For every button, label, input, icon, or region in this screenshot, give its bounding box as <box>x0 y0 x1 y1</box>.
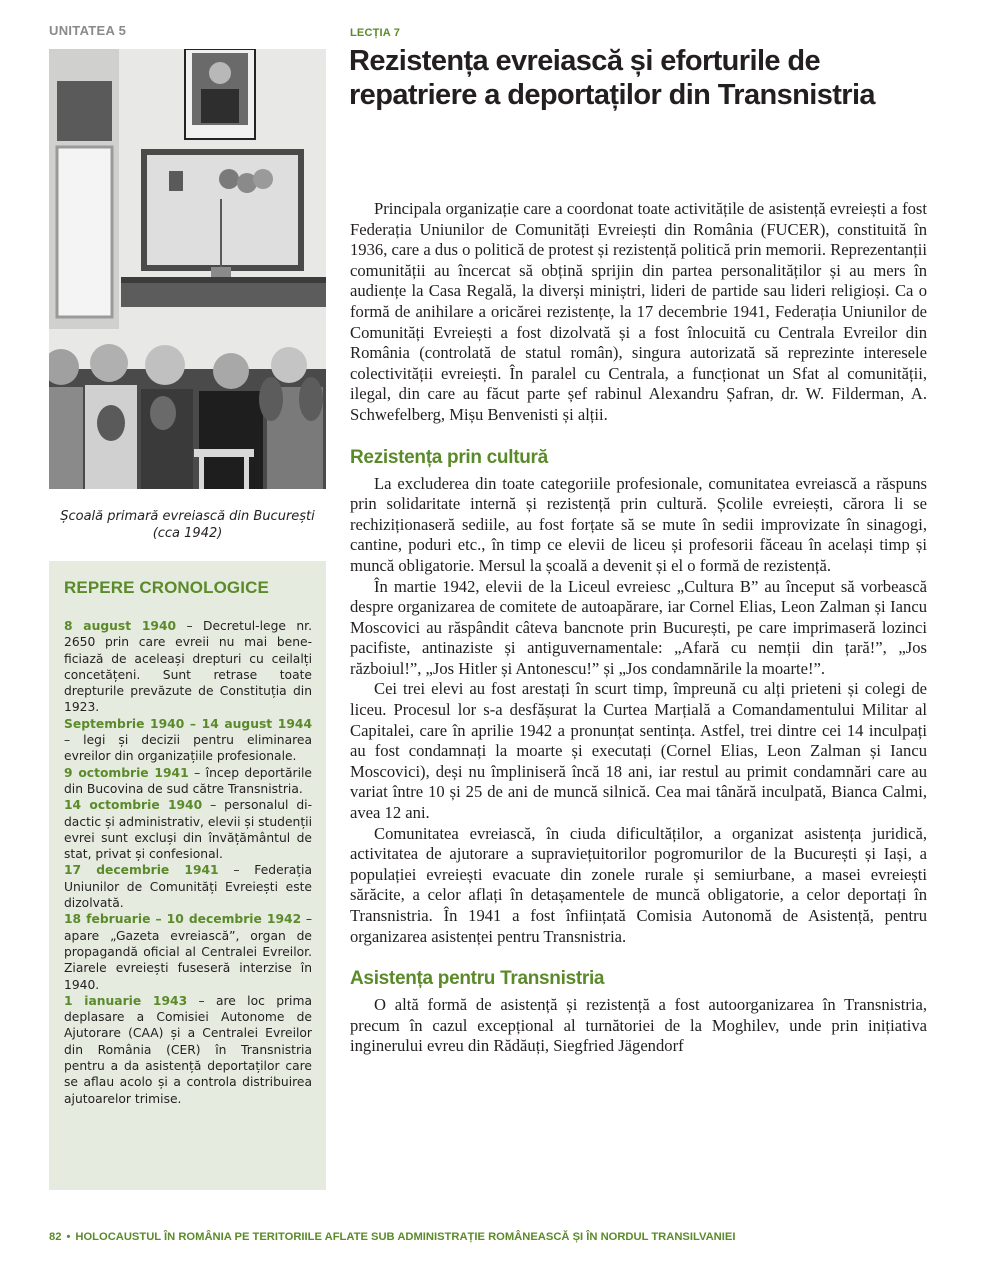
photo-caption <box>40 508 335 542</box>
chronology-entry <box>64 993 312 1107</box>
chronology-text: – Federația Uniunilor de Comunități Evreiești este dizolvată. <box>64 863 313 911</box>
page-number: 82 <box>49 1231 62 1243</box>
section-heading-culture: Rezistența prin cultură <box>350 446 548 468</box>
classroom-photo <box>49 49 326 489</box>
page-footer <box>49 1231 735 1243</box>
chronology-entry <box>64 716 312 765</box>
book-title: HOLOCAUSTUL ÎN ROMÂNIA PE TERITORIILE AFLATE SUB ADMINISTRAȚIE ROMÂNEASCĂ ȘI ÎN NORDUL TRANSILVANIEI <box>75 1231 736 1243</box>
chronology-text: – legi și decizii pentru eliminarea evreilor din organizațiile profesionale. <box>64 733 312 764</box>
chronology-date: 1 ianuarie 1943 <box>64 993 188 1008</box>
chronology-date: 8 august 1940 <box>64 619 177 633</box>
chronology-date: 17 decembrie 1941 <box>64 863 219 878</box>
chronology-entry <box>64 765 312 798</box>
body-paragraph: În martie 1942, elevii de la Liceul evreiesc „Cultura B” au început să vorbească despre organizarea de comitete de autoapărare, iar Cornel Elias, Leon Zalman și Iancu Moscovici au răspândit câteva bancnote prin București, pe care imprimaseră lozinci pacifiste, antinaziste și antiguvernamentale: „Afară cu nemții din țară!”, „Jos războiul!”, „Jos Hitler și Antonescu!” și „Jos condamnările la moarte!”. <box>350 576 927 678</box>
chronology-entry <box>64 911 312 992</box>
chronology-date: 18 februarie – 10 decembrie 1942 <box>64 912 302 927</box>
photo-caption-date: (cca 1942) <box>152 526 223 541</box>
chronology-date: 9 octombrie 1941 <box>64 765 189 780</box>
chronology-text: – are loc prima deplasare a Comisiei Autonome de Ajutorare (CAA) și a Centralei Evreilor din România (CER) în Transnistria pentru a da asistență deportaților care se aflau acolo și a controla distribuirea ajutoarelor trimise. <box>64 993 312 1106</box>
chronology-title: REPERE CRONOLOGICE <box>64 578 269 597</box>
unit-label: UNITATEA 5 <box>49 23 127 38</box>
chronology-text: – încep deportările din Bucovina de sud către Transnistria. <box>64 765 312 796</box>
chronology-entry <box>64 618 312 716</box>
body-paragraph: O altă formă de asistență și rezistență a fost autoorganizarea în Transnistria, precum în cazul excepțional al turnătoriei de la Moghilev, unde prin inițiativa inginerului evreu din Rădăuți, Siegfried Jägendorf <box>350 995 927 1056</box>
section-heading-assistance: Asistența pentru Transnistria <box>350 968 605 990</box>
chronology-text: – apare „Gazeta evreiască”, organ de propagandă oficial al Centralei Evreilor. Ziarele evreiești fuseseră interzise în 1940. <box>64 912 312 992</box>
body-paragraph: Comunitatea evreiască, în ciuda dificultăților, a organizat asistența juridică, activitatea de ajutorare a supraviețuitorilor pogromurilor de la București și Iași, a populației evreiești evacuate din zonele rurale și semiurbane, a masei evreiești sărăcite, a celor aflați în detașamentele de muncă obligatorie, a celor deportați în Transnistria. În 1941 a fost înființată Comisia Autonomă de Asistență, pentru organizarea asistenței pentru Transnistria. <box>350 823 927 946</box>
chronology-date: 14 octombrie 1940 <box>64 798 203 813</box>
footer-separator: • <box>66 1231 71 1243</box>
chronology-entry <box>64 862 312 911</box>
photo-caption-title: Școală primară evreiască din București <box>60 509 315 524</box>
lesson-title: Rezistența evreiască și eforturile de repatriere a deportaților din Transnistria <box>349 45 875 111</box>
body-paragraph: La excluderea din toate categoriile profesionale, comunitatea evreiască a răspuns prin solidaritate internă și rezistență prin cultură. Școlile evreiești, cărora li se rechiziționaseră sediile, au fost forțate să se mute în sedii improvizate în sinagogi, cantine, poduri etc., în timp ce elevii de liceu și profesorii făceau în același timp și muncă obligatorie. Mersul la școală a devenit și el o formă de rezistență. <box>350 473 927 575</box>
main-content <box>350 199 927 1057</box>
photo-illustration <box>49 49 326 489</box>
chronology-date: Septembrie 1940 – 14 august 1944 <box>64 716 312 731</box>
chronology-entry <box>64 797 312 862</box>
chronology-text: – Decretul-lege nr. 2650 prin care evreii nu mai beneficiază de aceleași drepturi cu ceilalți concetățeni. Sunt retrase toate drepturile prevăzute de Constituția din 1923. <box>64 619 312 715</box>
chronology-box <box>49 561 326 1190</box>
lesson-label: LECȚIA 7 <box>350 27 401 39</box>
intro-paragraph: Principala organizație care a coordonat toate activitățile de asistență evreiești a fost Federația Uniunilor de Comunități Evreiești din România (FUCER), constituită în 1936, care a dus o politică de protest și rezistență politică prin memorii. Reprezentanții comunității au încercat să obțină sprijin din partea personalităților și au mers în audiențe la Casa Regală, la diverși miniștri, lideri de partide sau lideri religioși. Ca o formă de anihilare a oricărei rezistențe, la 17 decembrie 1941, Federația Uniunilor de Comunități Evreiești a fost dizolvată și a fost înlocuită cu Centrala Evreilor din România (controlată de statul român), singura autorizată să reprezinte interesele colectivității evreiești. În paralel cu Centrala, a funcționat un Sfat al comunității, ilegal, din care au făcut parte șef rabinul Alexandru Șafran, dr. W. Filderman, A. Schwefelberg, Mișu Benvenisti și alții. <box>350 199 927 424</box>
body-paragraph: Cei trei elevi au fost arestați în scurt timp, împreună cu alți prieteni și colegi de liceu. Procesul lor s-a desfășurat la Curtea Marțială a Comandamentului Militar al Capitalei, care în aprilie 1942 a pronunțat sentința. Astfel, trei dintre cei 14 inculpați au fost condamnați la moarte și executați (Cornel Elias, Leon Zalman și Iancu Moscovici), deși nu împliniseră încă 18 ani, iar restul au primit condamnări care au variat între 10 și 25 de ani de muncă silnică. Cea mai tânără inculpată, Bianca Calmi, avea 12 ani. <box>350 679 927 823</box>
chronology-text: – personalul didactic și administrativ, elevii și studenții evrei sunt excluși din învățământul de stat, privat și confesional. <box>64 798 312 862</box>
